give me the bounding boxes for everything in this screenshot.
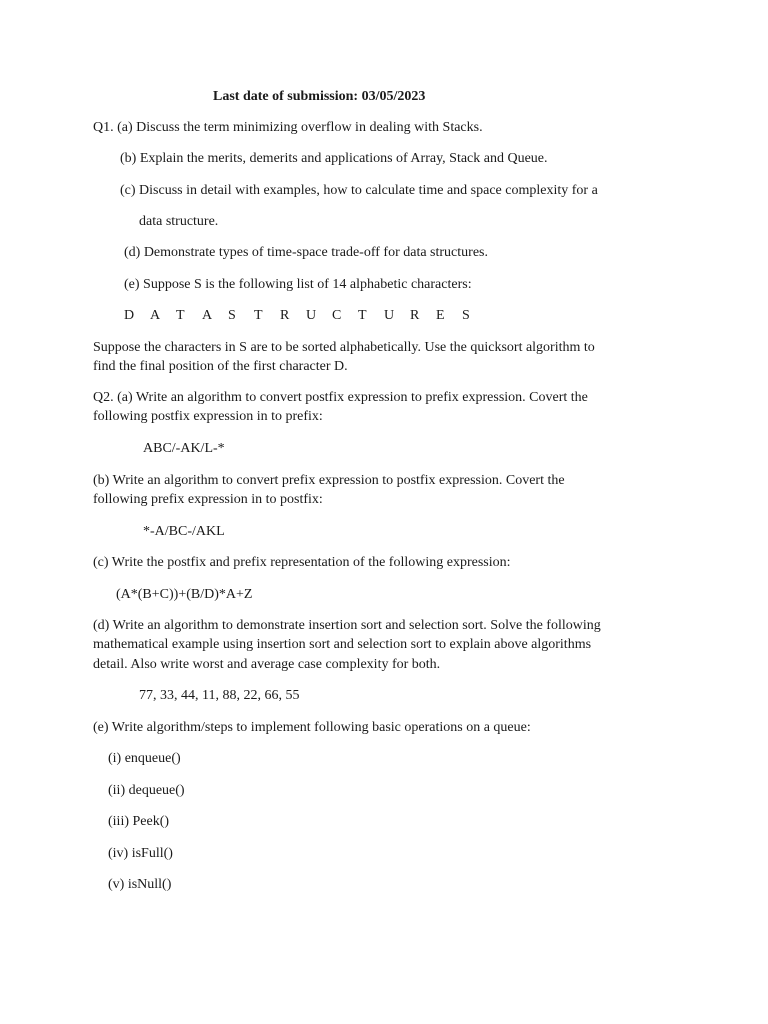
queue-op-peek: (iii) Peek() [108, 814, 170, 829]
q2-a-expression: ABC/-AK/L-* [143, 441, 225, 456]
queue-op-dequeue: (ii) dequeue() [108, 783, 185, 798]
letter: S [462, 308, 470, 323]
letters-row [124, 307, 488, 325]
q2-b-line1: (b) Write an algorithm to convert prefix expression to postfix expression. Covert the [93, 473, 565, 488]
q1-e-text-line1: Suppose the characters in S are to be sorted alphabetically. Use the quicksort algorithm to [93, 340, 595, 355]
letter: C [332, 308, 342, 323]
q2-d-line2: mathematical example using insertion sort and selection sort to explain above algorithms [93, 637, 592, 652]
q2-a-line1: Q2. (a) Write an algorithm to convert postfix expression to prefix expression. Covert the [93, 390, 588, 405]
q1-e: (e) Suppose S is the following list of 14 alphabetic characters: [124, 277, 472, 292]
letter: D [124, 308, 135, 323]
q1-d: (d) Demonstrate types of time-space trade-off for data structures. [124, 245, 488, 260]
q1-e-text-line2: find the final position of the first character D. [93, 359, 348, 374]
q2-b-line2: following prefix expression in to postfix: [93, 492, 323, 507]
queue-op-enqueue: (i) enqueue() [108, 751, 181, 766]
q1-c-line1: (c) Discuss in detail with examples, how to calculate time and space complexity for a [120, 183, 598, 198]
q2-c: (c) Write the postfix and prefix representation of the following expression: [93, 555, 511, 570]
letter: T [358, 308, 367, 323]
letter: A [202, 308, 213, 323]
letter: A [150, 308, 161, 323]
letter: R [280, 308, 290, 323]
submission-date-title: Last date of submission: 03/05/2023 [213, 89, 426, 104]
q2-c-expression: (A*(B+C))+(B/D)*A+Z [116, 587, 253, 602]
q2-b-expression: *-A/BC-/AKL [143, 524, 225, 539]
q1-a: Q1. (a) Discuss the term minimizing overflow in dealing with Stacks. [93, 120, 483, 135]
letter: E [436, 308, 445, 323]
q2-d-numbers: 77, 33, 44, 11, 88, 22, 66, 55 [139, 688, 300, 703]
q2-d-line3: detail. Also write worst and average case complexity for both. [93, 657, 441, 672]
q2-d-line1: (d) Write an algorithm to demonstrate insertion sort and selection sort. Solve the following [93, 618, 601, 633]
letter: S [228, 308, 236, 323]
letter: R [410, 308, 420, 323]
q2-e: (e) Write algorithm/steps to implement following basic operations on a queue: [93, 720, 531, 735]
queue-op-isnull: (v) isNull() [108, 877, 172, 892]
q2-a-line2: following postfix expression in to prefix: [93, 409, 323, 424]
q1-c-line2: data structure. [139, 214, 219, 229]
letter: U [384, 308, 395, 323]
queue-op-isfull: (iv) isFull() [108, 846, 173, 861]
letter: T [254, 308, 263, 323]
q1-b: (b) Explain the merits, demerits and applications of Array, Stack and Queue. [120, 151, 548, 166]
letter: U [306, 308, 317, 323]
letter: T [176, 308, 185, 323]
